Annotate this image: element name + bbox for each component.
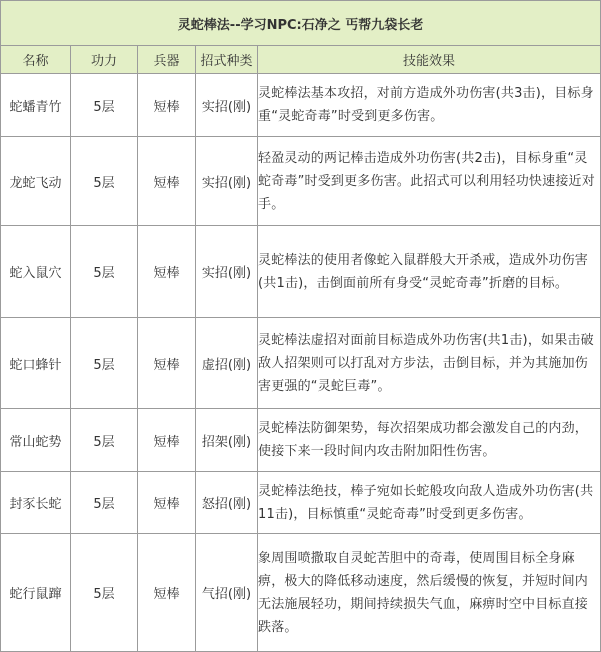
table-title-row	[1, 1, 601, 46]
skill-name: 封豕长蛇	[1, 472, 71, 534]
skill-power: 5层	[71, 137, 138, 226]
skill-weapon: 短棒	[138, 226, 196, 318]
table-row	[1, 74, 601, 137]
skill-power: 5层	[71, 318, 138, 409]
header-power: 功力	[71, 46, 138, 74]
skill-power: 5层	[71, 226, 138, 318]
skill-effect: 灵蛇棒法绝技，棒子宛如长蛇般攻向敌人造成外功伤害(共11击)，目标慎重“灵蛇奇毒”时受到更多伤害。	[258, 472, 601, 534]
table-row	[1, 226, 601, 318]
skill-name: 龙蛇飞动	[1, 137, 71, 226]
skill-effect: 灵蛇棒法基本攻招，对前方造成外功伤害(共3击)，目标身重“灵蛇奇毒”时受到更多伤害。	[258, 74, 601, 137]
skill-type: 虚招(刚)	[196, 318, 258, 409]
header-effect: 技能效果	[258, 46, 601, 74]
skill-name: 常山蛇势	[1, 409, 71, 472]
skill-type: 怒招(刚)	[196, 472, 258, 534]
skill-effect: 灵蛇棒法防御架势，每次招架成功都会激发自己的内劲，使接下来一段时间内攻击附加阳性伤害。	[258, 409, 601, 472]
skill-effect: 灵蛇棒法的使用者像蛇入鼠群般大开杀戒，造成外功伤害(共1击)，击倒面前所有身受“灵蛇奇毒”折磨的目标。	[258, 226, 601, 318]
header-type: 招式种类	[196, 46, 258, 74]
table-header-row	[1, 46, 601, 74]
skill-effect: 轻盈灵动的两记棒击造成外功伤害(共2击)，目标身重“灵蛇奇毒”时受到更多伤害。此招式可以利用轻功快速接近对手。	[258, 137, 601, 226]
table-row	[1, 137, 601, 226]
table-row	[1, 318, 601, 409]
skill-name: 蛇口蜂针	[1, 318, 71, 409]
skill-type: 实招(刚)	[196, 74, 258, 137]
skill-type: 气招(刚)	[196, 534, 258, 652]
skill-name: 蛇入鼠穴	[1, 226, 71, 318]
skill-weapon: 短棒	[138, 137, 196, 226]
table-row	[1, 409, 601, 472]
skill-type: 招架(刚)	[196, 409, 258, 472]
skill-weapon: 短棒	[138, 472, 196, 534]
skill-weapon: 短棒	[138, 74, 196, 137]
skill-type: 实招(刚)	[196, 226, 258, 318]
skill-effect: 灵蛇棒法虚招对面前目标造成外功伤害(共1击)，如果击破敌人招架则可以打乱对方步法，击倒目标，并为其施加伤害更强的“灵蛇巨毒”。	[258, 318, 601, 409]
skill-power: 5层	[71, 472, 138, 534]
skill-effect: 象周围喷撒取自灵蛇苦胆中的奇毒，使周围目标全身麻痹，极大的降低移动速度，然后缓慢的恢复，并短时间内无法施展轻功，期间持续损失气血，麻痹时空中目标直接跌落。	[258, 534, 601, 652]
skill-name: 蛇行鼠蹿	[1, 534, 71, 652]
table-row	[1, 534, 601, 652]
skill-power: 5层	[71, 409, 138, 472]
skill-name: 蛇蟠青竹	[1, 74, 71, 137]
skill-weapon: 短棒	[138, 409, 196, 472]
table-title: 灵蛇棒法--学习NPC:石净之 丐帮九袋长老	[1, 1, 601, 46]
header-weapon: 兵器	[138, 46, 196, 74]
skill-power: 5层	[71, 534, 138, 652]
skill-weapon: 短棒	[138, 318, 196, 409]
skill-weapon: 短棒	[138, 534, 196, 652]
header-name: 名称	[1, 46, 71, 74]
skill-type: 实招(刚)	[196, 137, 258, 226]
table-row	[1, 472, 601, 534]
skill-power: 5层	[71, 74, 138, 137]
